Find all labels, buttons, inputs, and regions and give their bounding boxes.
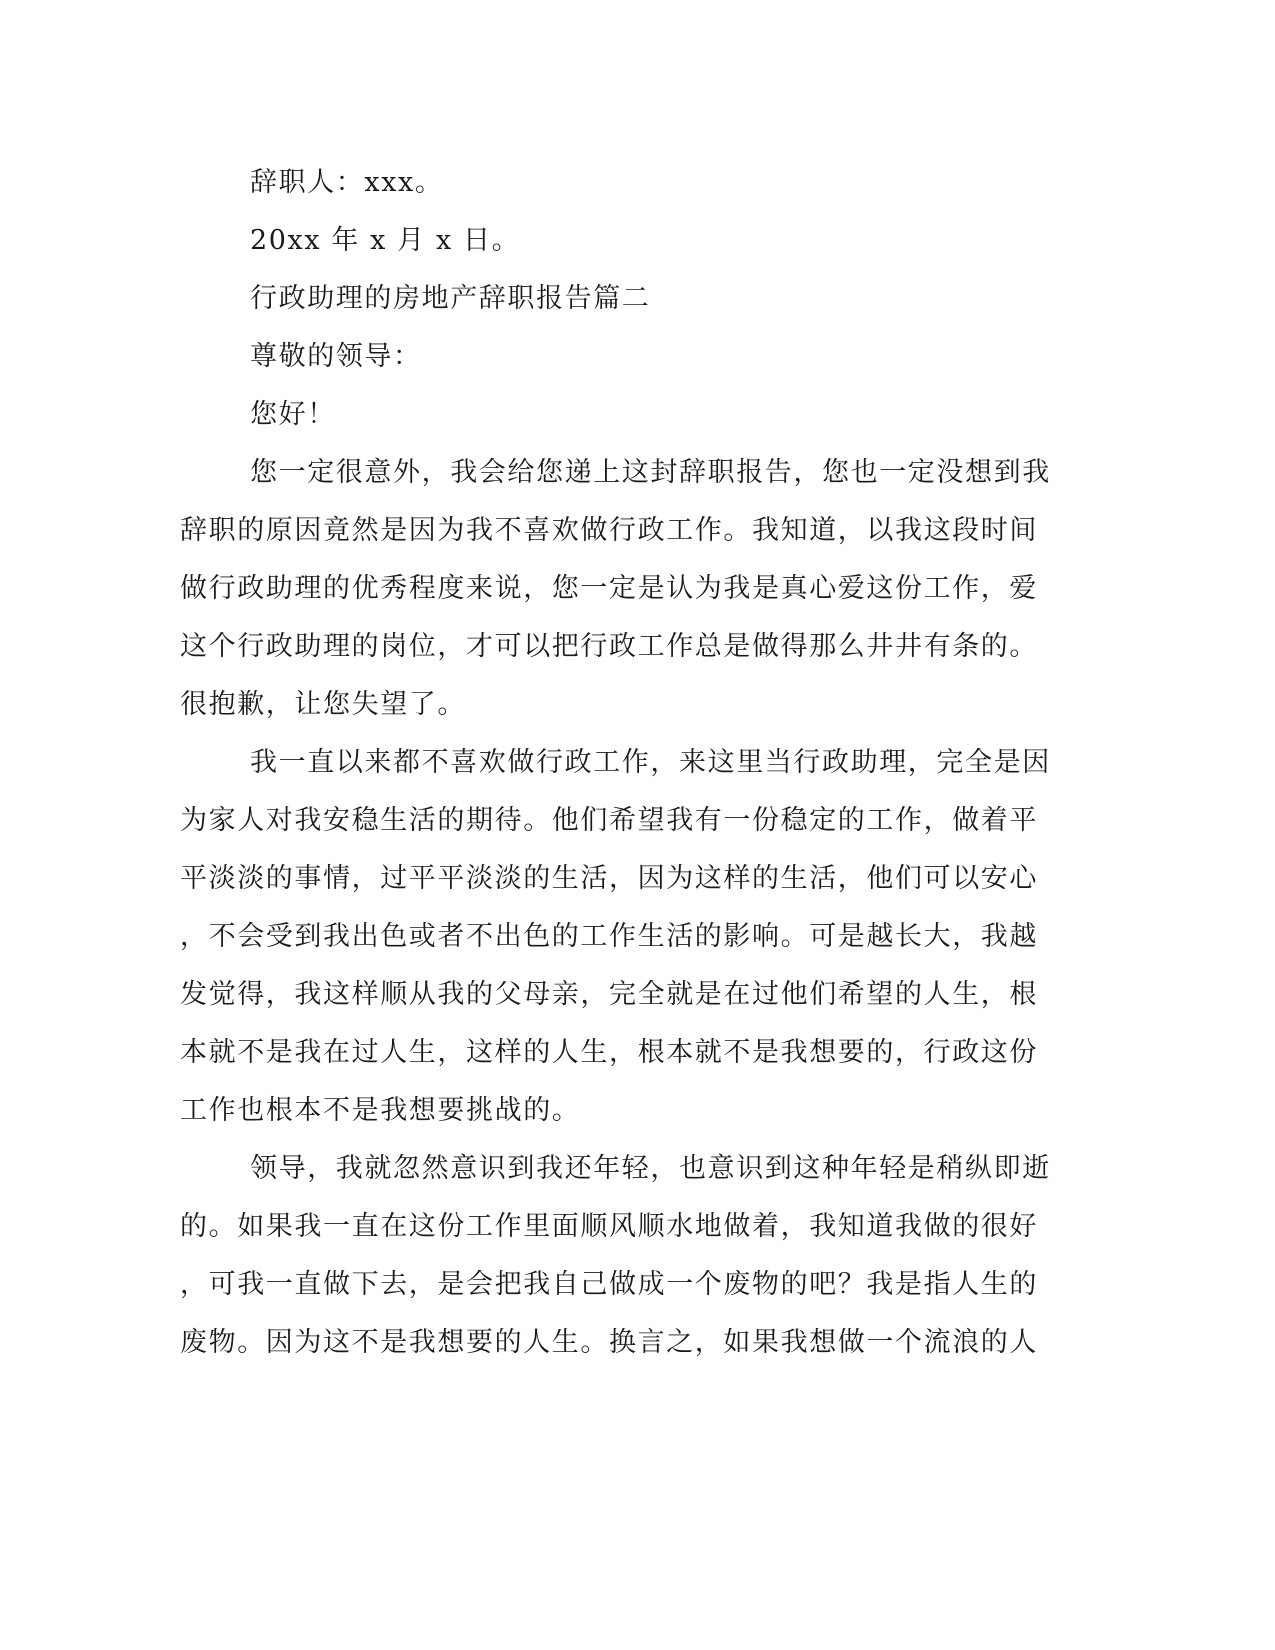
paragraph-2-line-7: 工作也根本不是我想要挑战的。 — [180, 1095, 581, 1126]
paragraph-1-line-4: 这个行政助理的岗位，才可以把行政工作总是做得那么井井有条的。 — [180, 631, 1038, 662]
section-title: 行政助理的房地产辞职报告篇二 — [250, 283, 651, 314]
paragraph-3-line-1: 领导，我就忽然意识到我还年轻，也意识到这种年轻是稍纵即逝 — [250, 1153, 1051, 1184]
signature-line: 辞职人：xxx。 — [250, 167, 444, 198]
paragraph-2-line-3: 平淡淡的事情，过平平淡淡的生活，因为这样的生活，他们可以安心 — [180, 863, 1038, 894]
paragraph-3-line-4: 废物。因为这不是我想要的人生。换言之，如果我想做一个流浪的人 — [180, 1327, 1038, 1358]
paragraph-2-line-1: 我一直以来都不喜欢做行政工作，来这里当行政助理，完全是因 — [250, 747, 1051, 778]
paragraph-3-line-3: ，可我一直做下去，是会把我自己做成一个废物的吧？我是指人生的 — [180, 1269, 1038, 1300]
paragraph-2-line-6: 本就不是我在过人生，这样的人生，根本就不是我想要的，行政这份 — [180, 1037, 1038, 1068]
paragraph-1-line-3: 做行政助理的优秀程度来说，您一定是认为我是真心爱这份工作，爱 — [180, 573, 1038, 604]
date-line: 20xx 年 x 月 x 日。 — [250, 225, 521, 256]
paragraph-3-line-2: 的。如果我一直在这份工作里面顺风顺水地做着，我知道我做的很好 — [180, 1211, 1038, 1242]
paragraph-1-line-2: 辞职的原因竟然是因为我不喜欢做行政工作。我知道，以我这段时间 — [180, 515, 1038, 546]
greeting: 您好！ — [250, 399, 336, 430]
paragraph-2-line-5: 发觉得，我这样顺从我的父母亲，完全就是在过他们希望的人生，根 — [180, 979, 1038, 1010]
paragraph-1-line-5: 很抱歉，让您失望了。 — [180, 689, 466, 720]
paragraph-1-line-1: 您一定很意外，我会给您递上这封辞职报告，您也一定没想到我 — [250, 457, 1051, 488]
paragraph-2-line-2: 为家人对我安稳生活的期待。他们希望我有一份稳定的工作，做着平 — [180, 805, 1038, 836]
paragraph-2-line-4: ，不会受到我出色或者不出色的工作生活的影响。可是越长大，我越 — [180, 921, 1038, 952]
salutation: 尊敬的领导： — [250, 341, 422, 372]
